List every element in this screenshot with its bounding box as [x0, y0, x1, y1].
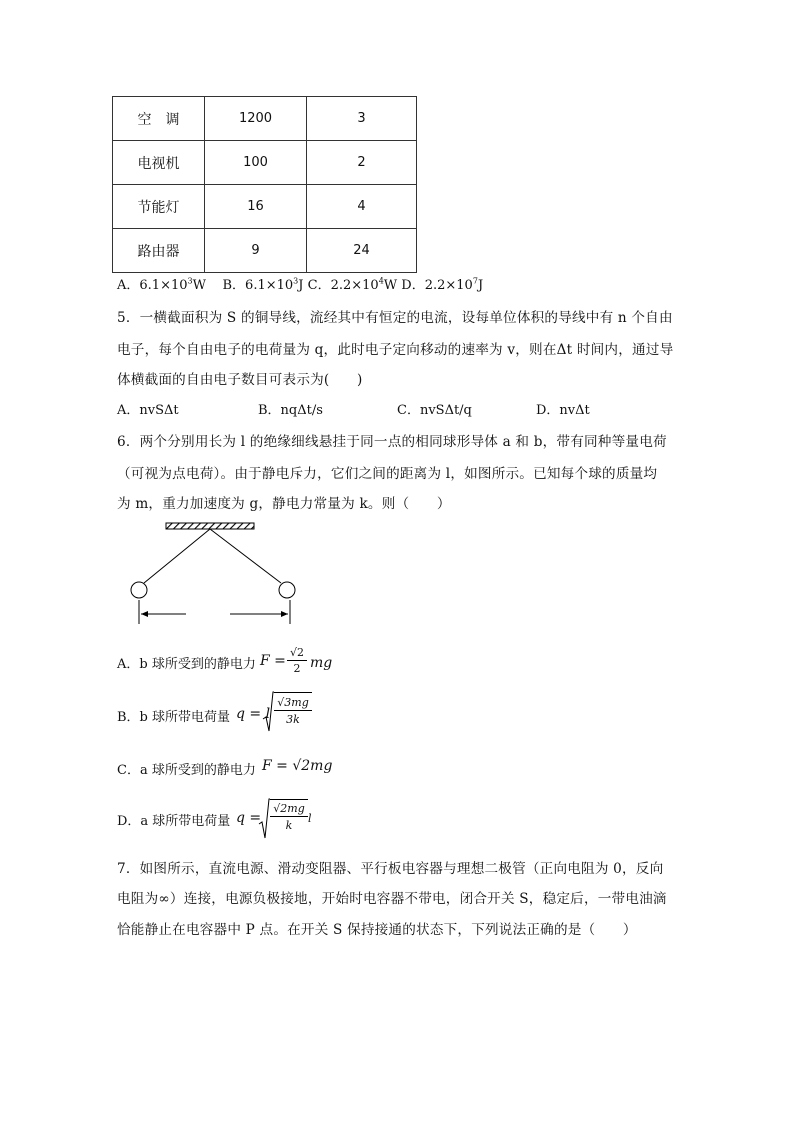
pendulum-figure: [120, 518, 310, 630]
q6-eq-d-den: k: [285, 819, 293, 832]
q4-option-c: C．$2.2\times 10^4W$: [307, 276, 398, 293]
q4-option-b: B．$6.1\times 10^3J$: [222, 276, 304, 293]
thread-left: [144, 529, 210, 583]
q5-option-c: C．nvSΔt/q: [397, 403, 472, 418]
appliance-hours: 2: [307, 141, 417, 185]
table-row: [113, 229, 417, 273]
q5-option-a: A．nvSΔt: [117, 403, 179, 418]
sphere-a: [131, 582, 147, 598]
q5-option-d: D．nvΔt: [536, 403, 590, 418]
appliance-table: [112, 96, 417, 273]
q7-text-line3: 恰能静止在电容器中 P 点。在开关 S 保持接通的状态下，下列说法正确的是（ ）: [117, 922, 637, 938]
q6-eq-b-den: 3k: [286, 713, 300, 726]
table-row: [113, 185, 417, 229]
q6-option-b: B．b 球所带电荷量: [117, 710, 231, 725]
sphere-b: [279, 582, 295, 598]
q6-eq-b-num: √3mg: [274, 695, 312, 711]
appliance-power: 100: [205, 141, 307, 185]
appliance-power: 1200: [205, 97, 307, 141]
q4-option-d: D．$2.2\times 10^7J$: [401, 276, 484, 293]
q6-option-c: C．a 球所受到的静电力: [117, 763, 256, 778]
appliance-power: 9: [205, 229, 307, 273]
q6-eq-b-lhs: q = l: [236, 706, 271, 722]
appliance-name: 电视机: [113, 141, 205, 185]
q6-eq-a-tail: mg: [310, 655, 333, 671]
q5-text-line1: 5．一横截面积为 S 的铜导线，流经其中有恒定的电流，设每单位体积的导线中有 n 个自由: [117, 310, 673, 326]
q6-eq-a-num: √2: [287, 646, 307, 661]
q6-text-line2: （可视为点电荷）。由于静电斥力，它们之间的距离为 l，如图所示。已知每个球的质量均: [117, 466, 658, 482]
q5-text-line2: 电子，每个自由电子的电荷量为 q，此时电子定向移动的速率为 v，则在Δt 时间内，通过导: [117, 342, 674, 358]
appliance-name: 路由器: [113, 229, 205, 273]
q6-eq-a-lhs: F =: [260, 653, 286, 669]
appliance-hours: 4: [307, 185, 417, 229]
q5-option-b: B．nqΔt/s: [258, 403, 323, 418]
q6-eq-a-den: 2: [293, 662, 301, 675]
q6-eq-d-tail: l: [308, 812, 312, 825]
q6-eq-d-lhs: q =: [236, 810, 262, 826]
appliance-power: 16: [205, 185, 307, 229]
appliance-name: 节能灯: [113, 185, 205, 229]
arrowhead-left: [141, 611, 148, 617]
q6-text-line1: 6．两个分别用长为 l 的绝缘细线悬挂于同一点的相同球形导体 a 和 b，带有同种等量电荷: [117, 434, 667, 450]
appliance-hours: 24: [307, 229, 417, 273]
ceiling-support: [166, 523, 254, 529]
q6-eq-c: F = √2mg: [262, 758, 333, 774]
q7-text-line1: 7．如图所示，直流电源、滑动变阻器、平行板电容器与理想二极管（正向电阻为 0，反向: [117, 861, 664, 877]
q7-text-line2: 电阻为∞）连接，电源负极接地，开始时电容器不带电，闭合开关 S，稳定后，一带电油滴: [117, 891, 667, 907]
q6-option-a: A．b 球所受到的静电力: [117, 657, 256, 672]
q6-option-d: D．a 球所带电荷量: [117, 814, 231, 829]
q4-option-a: A．$6.1\times 10^3W$: [117, 276, 206, 293]
q6-text-line3: 为 m，重力加速度为 g，静电力常量为 k。则（ ）: [117, 496, 451, 512]
appliance-name: 空 调: [113, 97, 205, 141]
arrowhead-right: [281, 611, 288, 617]
q5-text-line3: 体横截面的自由电子数目可表示为( ): [117, 372, 363, 388]
table-row: [113, 141, 417, 185]
table-row: [113, 97, 417, 141]
sqrt-sign-b: [262, 691, 274, 735]
appliance-hours: 3: [307, 97, 417, 141]
q4-options: [117, 274, 483, 293]
thread-right: [210, 529, 281, 583]
sqrt-sign-d: [258, 798, 270, 840]
q6-eq-d-num: √2mg: [270, 801, 308, 817]
